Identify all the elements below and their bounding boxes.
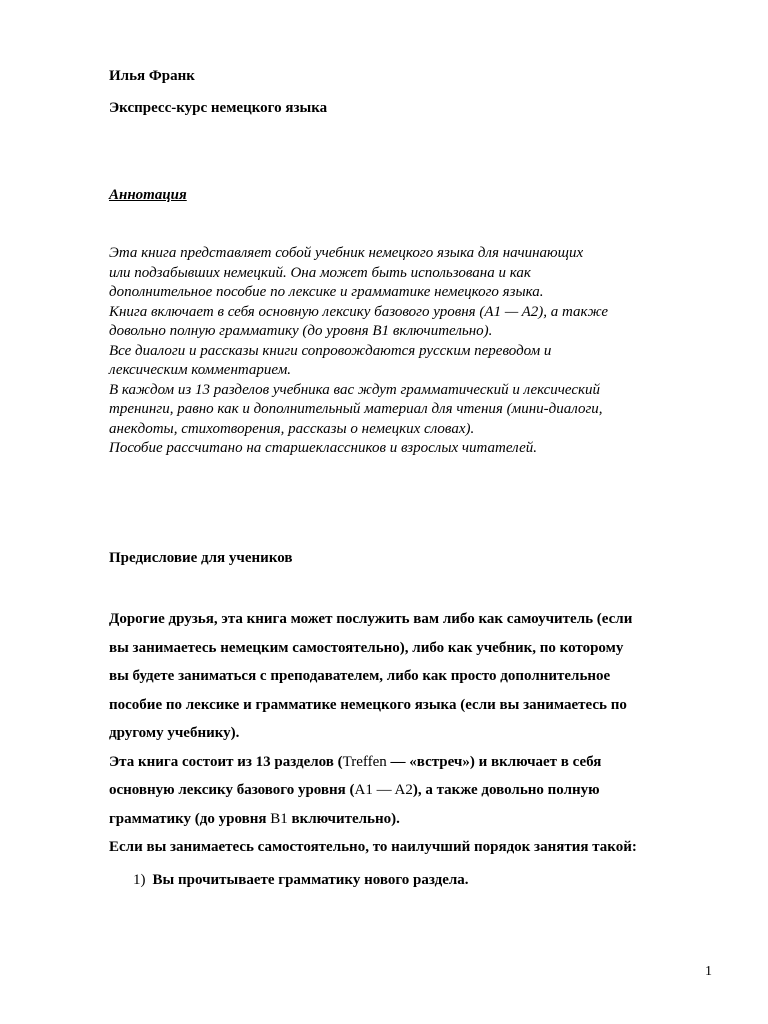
numbered-list-item	[133, 872, 469, 889]
level-a1-a2: A1 — A2	[354, 782, 413, 798]
annotation-line: лексическим комментарием.	[109, 362, 292, 378]
preface-text-segment: включительно).	[287, 810, 400, 827]
annotation-line: Книга включает в себя основную лексику базового уровня (A1 — A2), а также	[109, 303, 608, 320]
preface-text-segment: грамматику (до уровня	[109, 810, 271, 827]
preface-line: другому учебнику).	[109, 725, 240, 741]
preface-text-segment: — «встреч») и включает в себя	[386, 753, 602, 770]
annotation-line: Эта книга представляет собой учебник немецкого языка для начинающих	[109, 245, 584, 261]
preface-text-segment: ), а также довольно полную	[412, 782, 600, 798]
preface-line: вы занимаетесь немецким самостоятельно), либо как учебник, по которому	[109, 639, 624, 656]
book-title: Экспресс-курс немецкого языка	[109, 100, 328, 116]
german-word-treffen: Treffen	[342, 753, 387, 770]
annotation-text	[109, 244, 729, 459]
list-item-number: 1)	[133, 872, 146, 888]
preface-line: пособие по лексике и грамматике немецкого языка (если вы занимаетесь по	[109, 696, 627, 713]
annotation-line: В каждом из 13 разделов учебника вас ждут грамматический и лексический	[109, 381, 601, 398]
preface-text	[109, 605, 709, 862]
annotation-line: анекдоты, стихотворения, рассказы о немецких словах).	[109, 420, 475, 437]
preface-text-segment: Эта книга состоит из 13 разделов (	[109, 753, 343, 770]
preface-line: вы будете заниматься с преподавателем, либо как просто дополнительное	[109, 668, 611, 684]
preface-line: Если вы занимаетесь самостоятельно, то наилучший порядок занятия такой:	[109, 839, 637, 855]
annotation-line: Пособие рассчитано на старшеклассников и взрослых читателей.	[109, 440, 537, 456]
annotation-line: или подзабывших немецкий. Она может быть использована и как	[109, 264, 531, 281]
preface-line	[109, 805, 709, 834]
preface-line	[109, 748, 709, 777]
author-name: Илья Франк	[109, 68, 195, 84]
annotation-line: довольно полную грамматику (до уровня B1 включительно).	[109, 323, 493, 339]
preface-line	[109, 776, 709, 805]
list-item-text: Вы прочитываете грамматику нового раздела.	[152, 872, 469, 888]
preface-line: Дорогие друзья, эта книга может послужить вам либо как самоучитель (если	[109, 611, 633, 627]
level-b1: B1	[270, 810, 288, 827]
annotation-line: тренинги, равно как и дополнительный материал для чтения (мини-диалоги,	[109, 401, 603, 417]
preface-heading: Предисловие для учеников	[109, 550, 293, 566]
page-number: 1	[705, 964, 712, 979]
annotation-heading: Аннотация	[109, 187, 187, 203]
annotation-line: Все диалоги и рассказы книги сопровождаются русским переводом и	[109, 342, 552, 359]
preface-text-segment: основную лексику базового уровня (	[109, 782, 355, 798]
annotation-line: дополнительное пособие по лексике и грамматике немецкого языка.	[109, 284, 544, 300]
